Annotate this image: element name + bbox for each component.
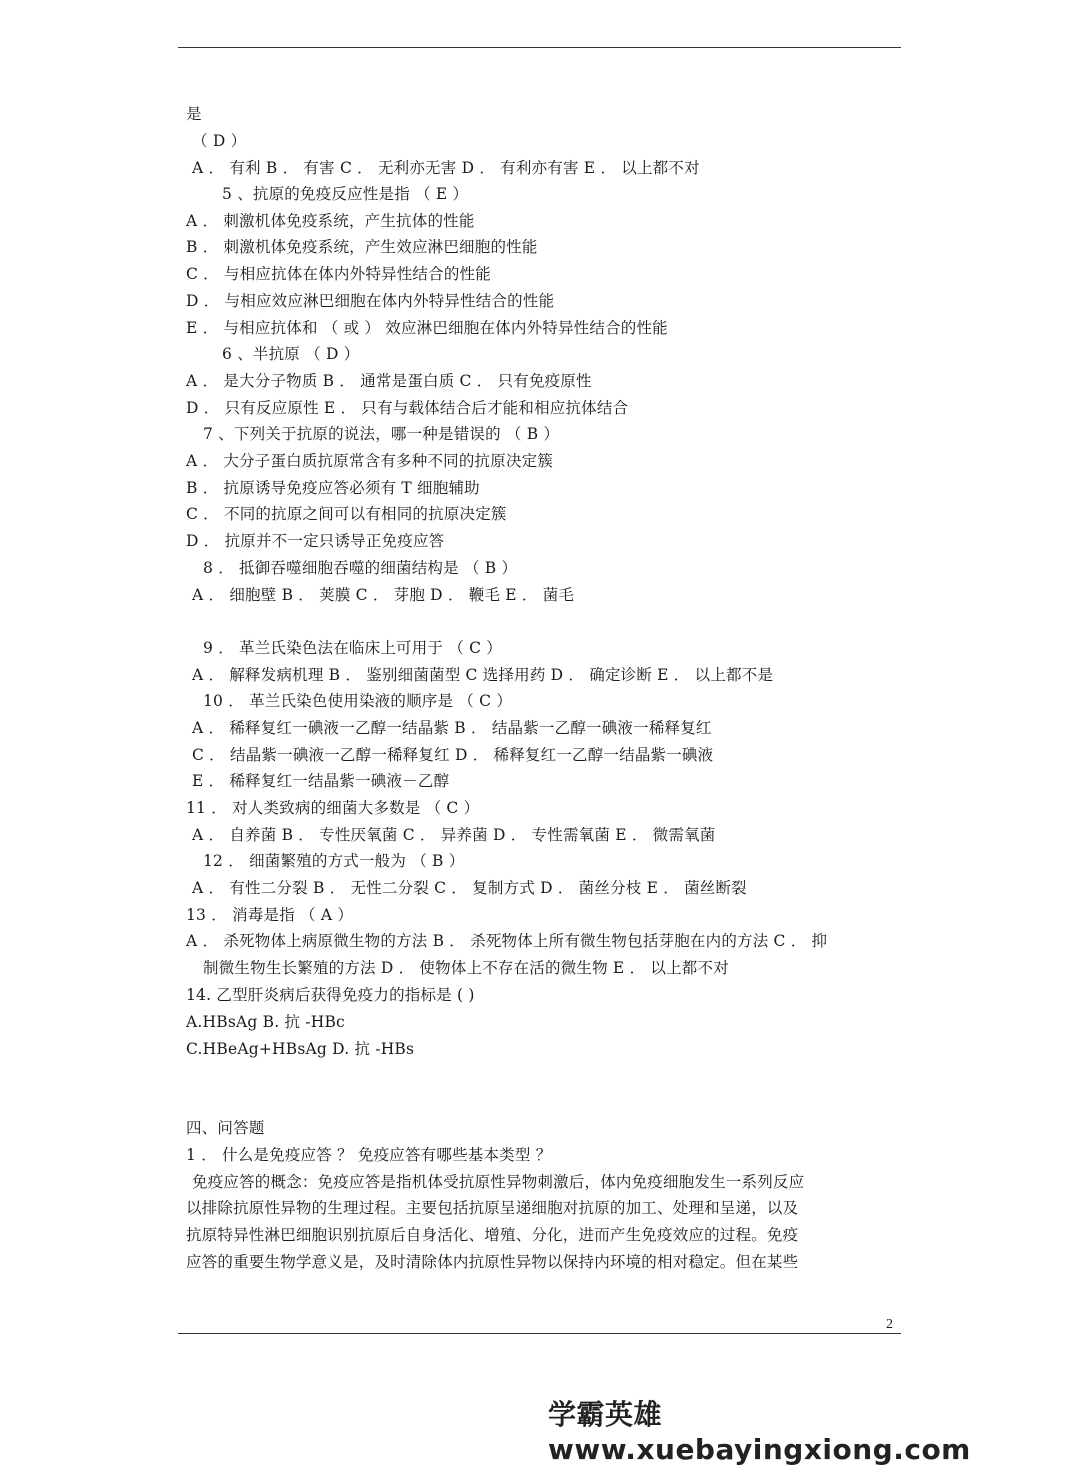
text-line: A ． 是大分子物质 B ． 通常是蛋白质 C ． 只有免疫原性	[186, 372, 592, 390]
text-line: 12 ． 细菌繁殖的方式一般为 （ B ）	[203, 852, 465, 870]
text-line: E ． 与相应抗体和 （ 或 ） 效应淋巴细胞在体内外特异性结合的性能	[186, 319, 668, 337]
text-line: 8 ． 抵御吞噬细胞吞噬的细菌结构是 （ B ）	[203, 559, 518, 577]
text-line: 以排除抗原性异物的生理过程。主要包括抗原呈递细胞对抗原的加工、处理和呈递，以及	[186, 1199, 799, 1217]
text-line: 13 ． 消毒是指 （ A ）	[186, 906, 354, 924]
text-line: 6 、半抗原 （ D ）	[222, 345, 360, 363]
text-line: 5 、抗原的免疫反应性是指 （ E ）	[222, 185, 469, 203]
text-line: D ． 抗原并不一定只诱导正免疫应答	[186, 532, 445, 550]
text-line: 1 ． 什么是免疫应答 ？ 免疫应答有哪些基本类型 ？	[186, 1146, 552, 1164]
text-line: E ． 稀释复红一结晶紫一碘液－乙醇	[192, 772, 450, 790]
text-line: A ． 有利 B ． 有害 C ． 无利亦无害 D ． 有利亦有害 E ． 以上都不对	[192, 159, 700, 177]
text-line: C ． 不同的抗原之间可以有相同的抗原决定簇	[186, 505, 507, 523]
text-line: A ． 自养菌 B ． 专性厌氧菌 C ． 异养菌 D ． 专性需氧菌 E ． 微需氧菌	[192, 826, 716, 844]
text-line: 14. 乙型肝炎病后获得免疫力的指标是 ( )	[186, 986, 475, 1004]
section-heading: 四、问答题	[186, 1119, 265, 1137]
page-number: 2	[886, 1317, 893, 1332]
text-line: C ． 与相应抗体在体内外特异性结合的性能	[186, 265, 491, 283]
text-line: A ． 稀释复红一碘液一乙醇一结晶紫 B ． 结晶紫一乙醇一碘液一稀释复红	[192, 719, 712, 737]
text-line: B ． 刺激机体免疫系统，产生效应淋巴细胞的性能	[186, 238, 538, 256]
text-line: 应答的重要生物学意义是，及时清除体内抗原性异物以保持内环境的相对稳定。但在某些	[186, 1253, 799, 1271]
text-line: A ． 杀死物体上病原微生物的方法 B ． 杀死物体上所有微生物包括芽胞在内的方法 C ． 抑	[186, 932, 828, 950]
text-line: A ． 大分子蛋白质抗原常含有多种不同的抗原决定簇	[186, 452, 554, 470]
text-line: A ． 有性二分裂 B ． 无性二分裂 C ． 复制方式 D ． 菌丝分枝 E ． 菌丝断裂	[192, 879, 747, 897]
text-line: A ． 解释发病机理 B ． 鉴别细菌菌型 C 选择用药 D ． 确定诊断 E ． 以上都不是	[192, 666, 774, 684]
text-line: 7 、下列关于抗原的说法，哪一种是错误的 （ B ）	[203, 425, 560, 443]
text-line: B ． 抗原诱导免疫应答必须有 T 细胞辅助	[186, 479, 480, 497]
text-line: A ． 细胞壁 B ． 荚膜 C ． 芽胞 D ． 鞭毛 E ． 菌毛	[192, 586, 575, 604]
text-line: 9 ． 革兰氏染色法在临床上可用于 （ C ）	[203, 639, 502, 657]
text-line: （ D ）	[192, 132, 247, 150]
text-line: 抗原特异性淋巴细胞识别抗原后自身活化、增殖、分化，进而产生免疫效应的过程。免疫	[186, 1226, 799, 1244]
text-line: C.HBeAg+HBsAg D. 抗 -HBs	[186, 1040, 415, 1058]
text-line: 10 ． 革兰氏染色使用染液的顺序是 （ C ）	[203, 692, 513, 710]
text-line: 11 ． 对人类致病的细菌大多数是 （ C ）	[186, 799, 480, 817]
text-line: D ． 与相应效应淋巴细胞在体内外特异性结合的性能	[186, 292, 555, 310]
text-line: 免疫应答的概念：免疫应答是指机体受抗原性异物刺激后，体内免疫细胞发生一系列反应	[192, 1173, 805, 1191]
footer-rule	[178, 1333, 901, 1334]
text-line: A.HBsAg B. 抗 -HBc	[186, 1013, 345, 1031]
text-line: D ． 只有反应原性 E ． 只有与载体结合后才能和相应抗体结合	[186, 399, 629, 417]
watermark: 学霸英雄 www.xuebayingxiong.com	[548, 1398, 971, 1466]
text-line: A ． 刺激机体免疫系统，产生抗体的性能	[186, 212, 475, 230]
text-line: 是	[186, 105, 202, 123]
text-line: C ． 结晶紫一碘液一乙醇一稀释复红 D ． 稀释复红一乙醇一结晶紫一碘液	[192, 746, 714, 764]
text-line: 制微生物生长繁殖的方法 D ． 使物体上不存在活的微生物 E ． 以上都不对	[203, 959, 729, 977]
header-rule	[178, 47, 901, 48]
